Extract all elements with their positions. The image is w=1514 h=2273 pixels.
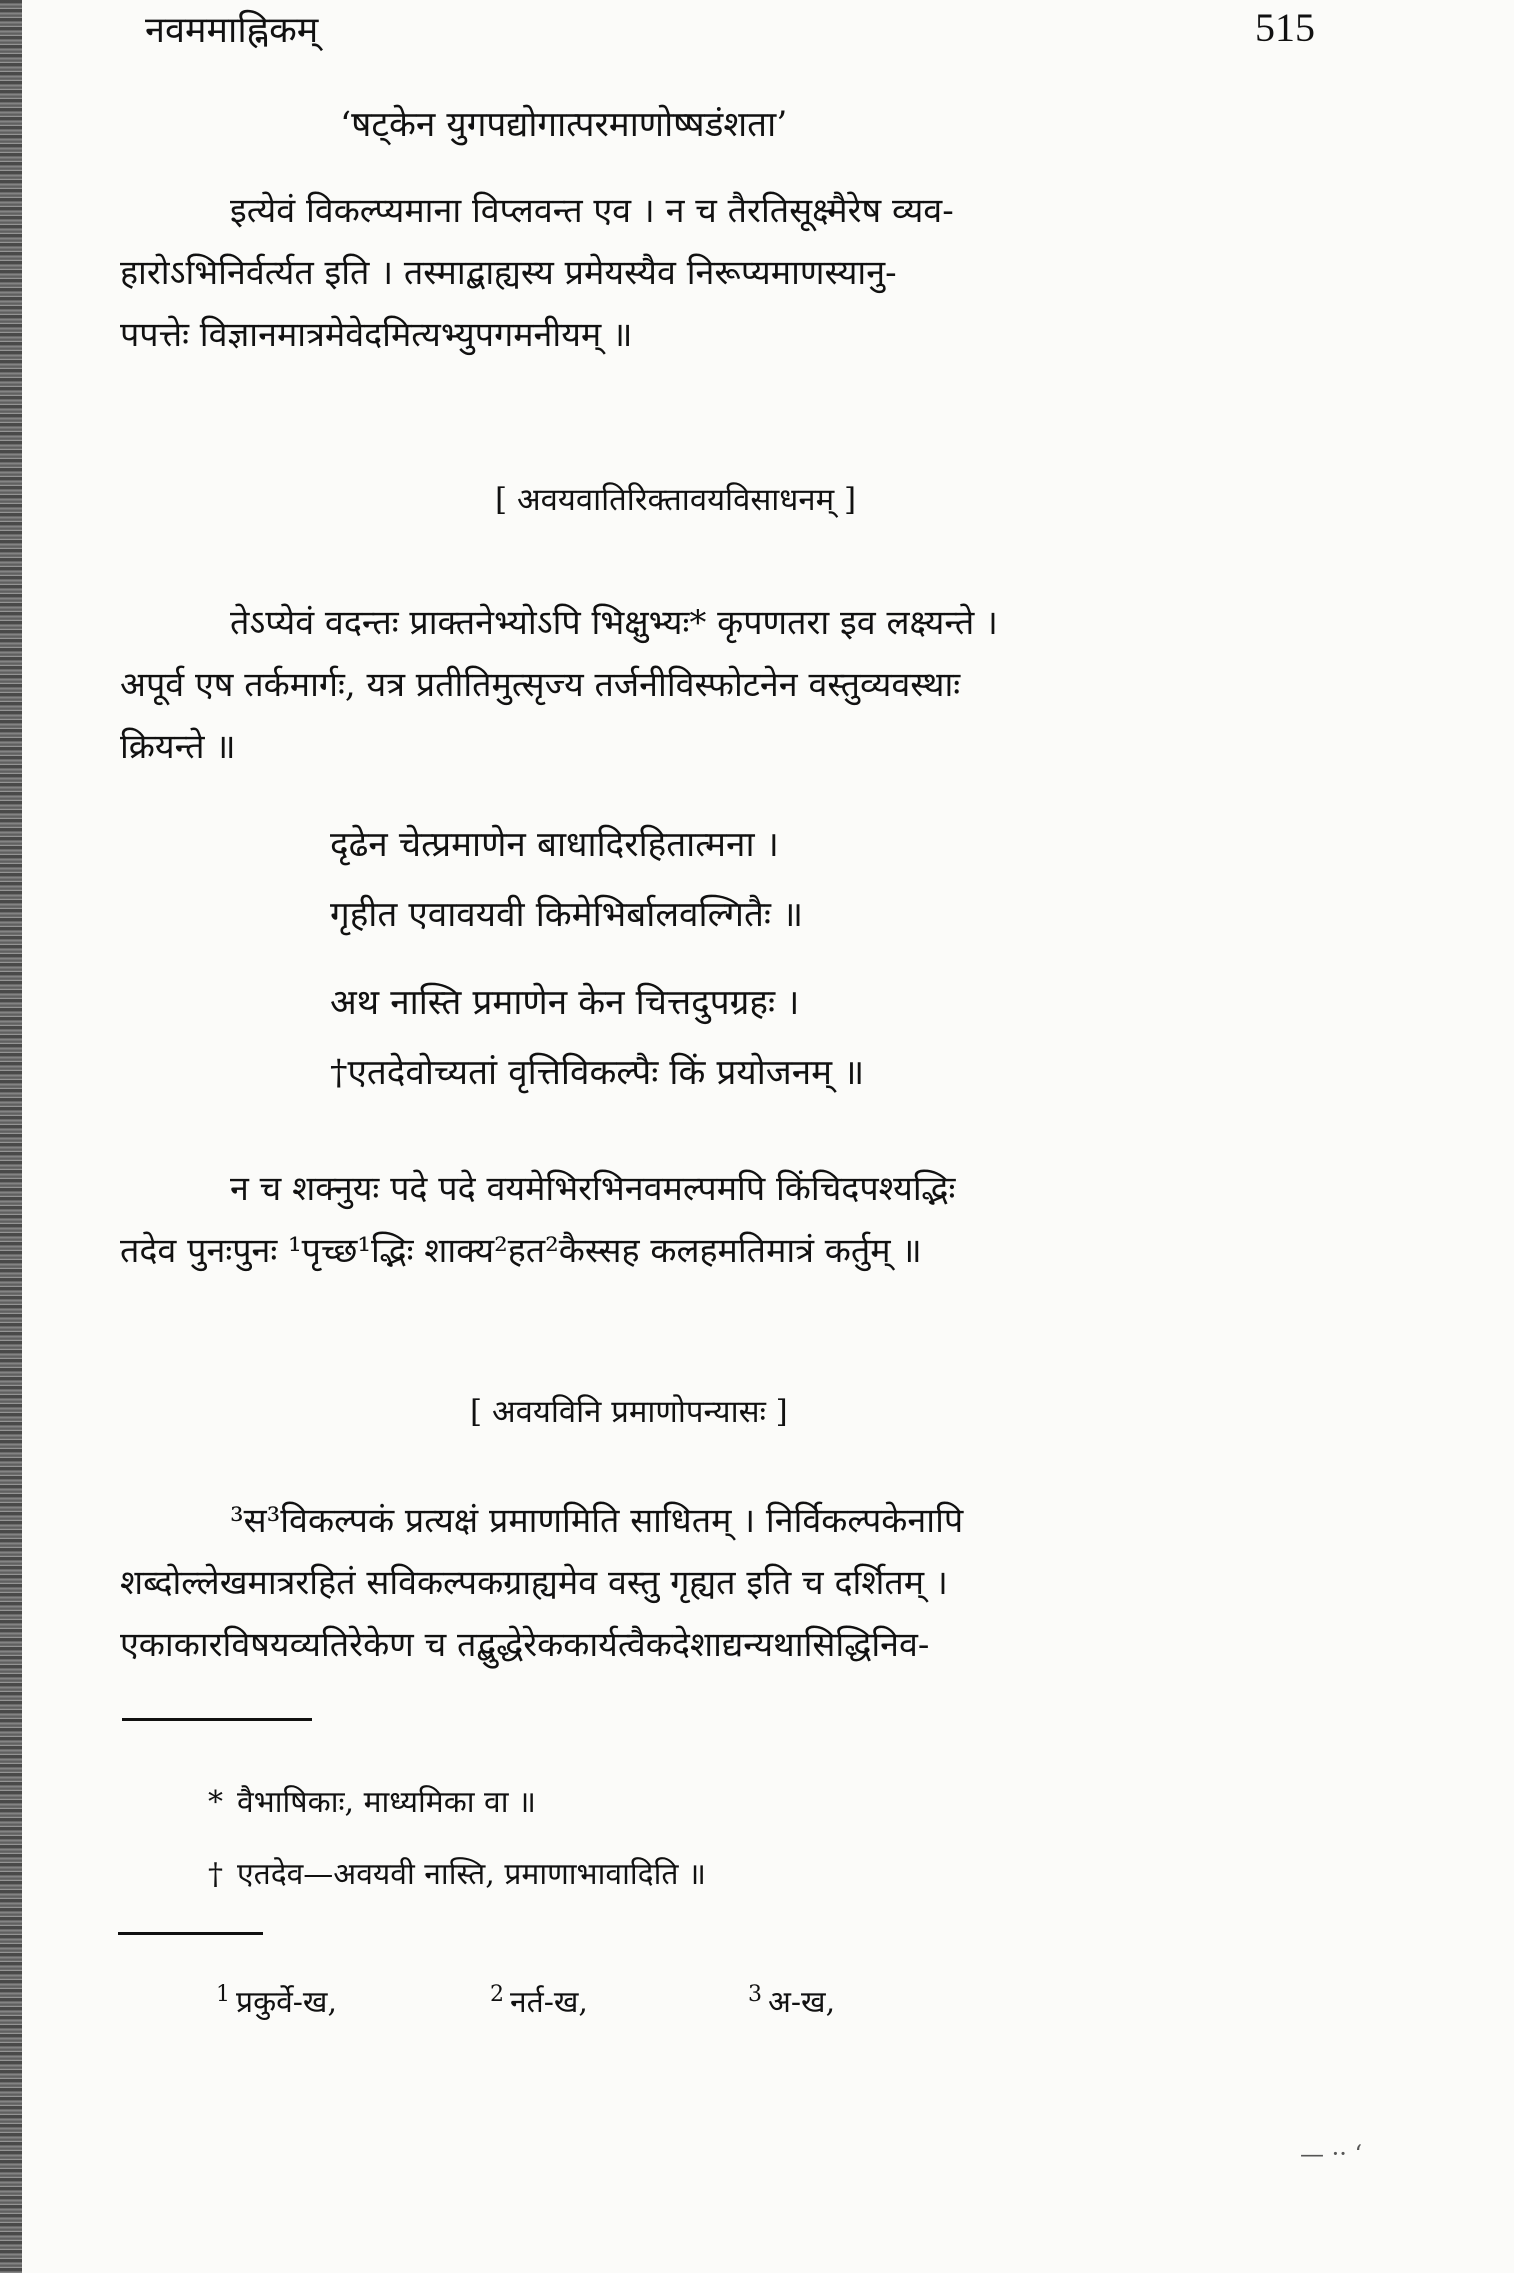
quoted-verse-line: ‘षट्केन युगपद्योगात्परमाणोष्षडंशता’ xyxy=(340,105,788,145)
text-line: न च शक्नुयः पदे पदे वयमेभिरभिनवमल्पमपि किंचिदपश्यद्भिः xyxy=(230,1169,956,1209)
footnote-star xyxy=(208,1780,536,1821)
text-line: ³स³विकल्पकं प्रत्यक्षं प्रमाणमिति साधितम् । निर्विकल्पकेनापि xyxy=(230,1501,964,1541)
variant-mark: 2 xyxy=(490,1982,504,2007)
variant-text: प्रकुर्वे-ख, xyxy=(236,1985,338,2020)
paragraph-1 xyxy=(120,180,1360,366)
verse-line: †एतदेवोच्यतां वृत्तिविकल्पैः किं प्रयोजनम् ॥ xyxy=(330,1053,865,1093)
variant-mark: 3 xyxy=(748,1982,762,2007)
variant-note-1 xyxy=(216,1980,337,2021)
text-line: पपत्तेः विज्ञानमात्रमेवेदमित्यभ्युपगमनीयम् ॥ xyxy=(120,315,633,355)
text-line: तेऽप्येवं वदन्तः प्राक्तनेभ्योऽपि भिक्षुभ्यः* कृपणतरा इव लक्ष्यन्ते । xyxy=(230,603,998,643)
verse-line: दृढेन चेत्प्रमाणेन बाधादिरहितात्मना । xyxy=(330,825,779,865)
variant-note-2 xyxy=(490,1980,588,2021)
paragraph-2 xyxy=(120,592,1360,778)
variant-mark: 1 xyxy=(216,1982,230,2007)
footnote-text: एतदेव—अवयवी नास्ति, प्रमाणाभावादिति ॥ xyxy=(237,1857,706,1892)
footnote-dagger xyxy=(208,1852,706,1893)
footnote-text: वैभाषिकाः, माध्यमिका वा ॥ xyxy=(237,1785,536,1820)
variant-text: अ-ख, xyxy=(768,1985,836,2020)
running-title: नवममाह्निकम् xyxy=(145,10,319,51)
footnote-mark: * xyxy=(208,1785,223,1820)
text-line: हारोऽभिनिर्वर्त्यत इति । तस्माद्बाह्यस्य प्रमेयस्यैव निरूप्यमाणस्यानु- xyxy=(120,253,897,293)
text-line: एकाकारविषयव्यतिरेकेण च तद्बुद्धेरेककार्यत्वैकदेशाद्यन्यथासिद्धिनिव- xyxy=(120,1625,930,1665)
text-line: क्रियन्ते ॥ xyxy=(120,727,236,767)
paragraph-4 xyxy=(120,1490,1360,1676)
verse-block xyxy=(330,810,864,1108)
variant-notes-separator xyxy=(118,1932,263,1935)
text-line: शब्दोल्लेखमात्ररहितं सविकल्पकग्राह्यमेव वस्तु गृह्यत इति च दर्शितम् । xyxy=(120,1563,948,1603)
variant-text: नर्त-ख, xyxy=(510,1985,588,2020)
paragraph-3 xyxy=(120,1158,1360,1282)
footnote-mark: † xyxy=(208,1857,223,1892)
text-line: अपूर्व एष तर्कमार्गः, यत्र प्रतीतिमुत्सृज्य तर्जनीविस्फोटनेन वस्तुव्यवस्थाः xyxy=(120,665,961,705)
variant-note-3 xyxy=(748,1980,835,2021)
verse-line: गृहीत एवावयवी किमेभिर्बालवल्गितैः ॥ xyxy=(330,895,804,935)
book-spine-shadow xyxy=(0,0,22,2273)
section-heading-2: [ अवयविनि प्रमाणोपन्यासः ] xyxy=(470,1394,788,1430)
scan-speck: — ·· ‘ xyxy=(1300,2140,1363,2168)
text-line: तदेव पुनःपुनः ¹पृच्छ¹द्भिः शाक्य²हत²कैस्सह कलहमतिमात्रं कर्तुम् ॥ xyxy=(120,1231,922,1271)
footnote-separator xyxy=(122,1718,312,1721)
page-number: 515 xyxy=(1255,5,1315,50)
text-line: इत्येवं विकल्प्यमाना विप्लवन्त एव । न च तैरतिसूक्ष्मैरेष व्यव- xyxy=(230,191,954,231)
verse-line: अथ नास्ति प्रमाणेन केन चित्तदुपग्रहः । xyxy=(330,983,800,1023)
section-heading-1: [ अवयवातिरिक्तावयविसाधनम् ] xyxy=(495,482,857,518)
